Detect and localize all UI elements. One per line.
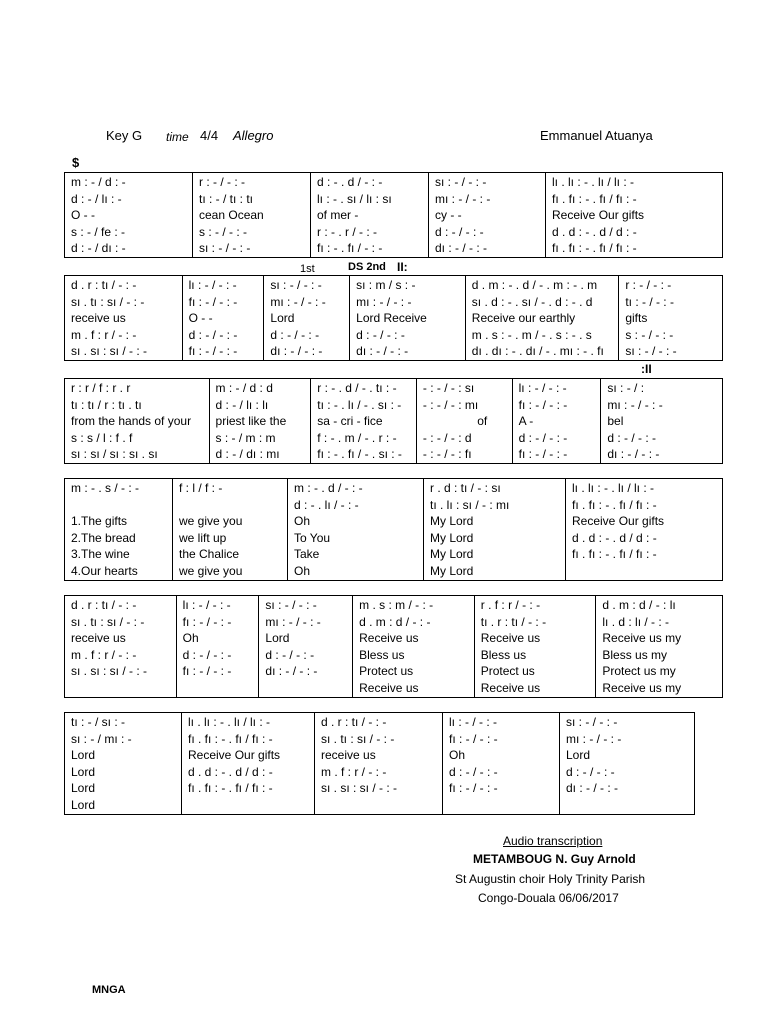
alto-line: sı . tı : sı / - : - — [71, 614, 145, 629]
audio-transcription-label: Audio transcription — [503, 834, 603, 848]
measure — [429, 173, 546, 257]
verse-1-lyric: Receive us — [359, 631, 419, 645]
soprano-line: r : - . d / - . tı : - — [317, 381, 397, 395]
alto-line: sı . tı : sı / - : - — [321, 731, 395, 746]
bass-line: sı : - / - : - — [625, 344, 677, 358]
alto-line: mı : - / - : - — [265, 614, 321, 629]
lyric-line: cy - - — [435, 208, 462, 222]
alto-line — [179, 497, 287, 514]
soprano-line: lı : - / - : - — [449, 715, 497, 729]
measure — [315, 713, 443, 814]
verse-1-lyric: Receive us my — [602, 631, 682, 645]
ds-second-marker: DS 2nd — [348, 261, 386, 273]
verse-4-lyric: 4.Our hearts — [71, 563, 138, 578]
lyric-line: Lord — [566, 748, 591, 762]
alto-line: fı : - / - : - — [449, 731, 498, 746]
measure — [475, 596, 597, 697]
verse-4-lyric: we give you — [179, 563, 243, 578]
lyric-line: of — [477, 414, 488, 428]
alto-line: mı : - / - : - — [356, 294, 412, 309]
verse-3-lyric: 3.The wine — [71, 547, 130, 561]
tenor-line: m . f : r / - : - — [321, 764, 387, 779]
tenor-line: d : - / - : - — [188, 327, 238, 342]
verse-4-lyric: Receive us — [359, 680, 419, 695]
verse-2-lyric: Lord — [71, 764, 96, 779]
verse-1-lyric: Oh — [294, 514, 311, 528]
score-system-4 — [64, 478, 723, 581]
bass-line: fı . fı : - . fı / fı : - — [188, 781, 273, 795]
tenor-line: d . d : - . d / d : - — [552, 224, 637, 239]
verse-3-lyric: Take — [294, 547, 320, 561]
alto-line: fı : - / - : - — [518, 397, 568, 412]
soprano-line: m : - . s / - : - — [71, 481, 139, 495]
first-ending-marker: 1st — [300, 263, 315, 275]
alto-line: tı : - / tı : tı — [199, 191, 254, 206]
measure — [546, 173, 722, 257]
verse-3-lyric: Protect us — [480, 664, 535, 678]
tenor-line: f : - . m / - . r : - — [317, 430, 397, 445]
alto-line: mı : - / - : - — [566, 731, 622, 746]
tenor-line: d . d : - . d / d : - — [572, 530, 657, 545]
measure — [65, 479, 173, 580]
alto-line — [71, 497, 172, 514]
soprano-line: lı : - / - : - — [518, 381, 567, 395]
soprano-line: sı : - / - : - — [270, 278, 322, 292]
alto-line: fı : - / - : - — [188, 294, 238, 309]
measure — [65, 713, 182, 814]
alto-line: tı : - / - : - — [625, 294, 674, 309]
tenor-line: m . f : r / - : - — [71, 327, 137, 342]
key-signature: Key G — [106, 128, 143, 143]
alto-line: d : - / lı : lı — [215, 397, 269, 412]
measure — [353, 596, 475, 697]
lyric-line: receive us — [71, 631, 126, 645]
time-signature: 4/4 — [200, 128, 219, 143]
measure — [210, 379, 312, 463]
soprano-line: sı : - / - : - — [566, 715, 618, 729]
soprano-line: m : - . d / - : - — [294, 481, 363, 495]
bass-line: sı : - / - : - — [199, 241, 251, 255]
lyric-line: Receive Our gifts — [572, 514, 665, 528]
measure — [182, 713, 315, 814]
lyric-line: Lord — [265, 631, 290, 645]
lyric-line: gifts — [625, 311, 648, 325]
lyric-line: Oh — [182, 631, 199, 645]
soprano-line: f : l / f : - — [179, 481, 223, 495]
measure — [601, 379, 722, 463]
lyric-line: Oh — [449, 748, 466, 762]
score-system-6 — [64, 712, 695, 815]
tenor-line: s : - / - : - — [625, 327, 674, 342]
place-date: Congo-Douala 06/06/2017 — [478, 891, 619, 905]
measure — [65, 173, 193, 257]
score-system-3 — [64, 378, 723, 464]
lyric-line: receive us — [71, 311, 126, 325]
verse-2-lyric: Bless us — [359, 647, 405, 662]
measure — [596, 596, 722, 697]
bass-line: fı . fı : - . fı / fı : - — [552, 241, 637, 255]
verse-2-lyric: 2.The bread — [71, 530, 136, 545]
verse-4-lyric: Oh — [294, 563, 311, 578]
bass-line: dı : - / - : - — [607, 447, 660, 461]
bass-line: d : - / dı : - — [71, 241, 126, 255]
soprano-line: d . r : tı / - : - — [71, 278, 137, 292]
lyric-line: O - - — [188, 311, 213, 325]
alto-line: mı : - / - : - — [270, 294, 326, 309]
measure — [65, 276, 183, 360]
bass-line: dı : - / - : - — [265, 664, 318, 678]
measure — [424, 479, 566, 580]
lyric-line: O - - — [71, 208, 95, 222]
bass-line: fı : - . fı / - . sı : - — [317, 447, 402, 461]
repeat-close-marker: II: — [397, 260, 408, 274]
bass-line: dı : - / - : - — [270, 344, 323, 358]
verse-3-lyric: the Chalice — [179, 547, 240, 561]
alto-line: d . m : d / - : - — [359, 614, 431, 629]
soprano-line: d . r : tı / - : - — [71, 598, 137, 612]
measure — [417, 379, 513, 463]
lyric-line: Receive our earthly — [471, 311, 576, 325]
verse-3-lyric: Lord — [71, 781, 96, 795]
score-system-2 — [64, 275, 723, 361]
soprano-line: lı : - / - : - — [188, 278, 237, 292]
tenor-line: r : - . r / - : - — [317, 224, 377, 239]
alto-line: tı : - . lı / - . sı : - — [317, 397, 402, 412]
bass-line: fı : - / - : - — [188, 344, 238, 358]
time-label: time — [166, 130, 189, 144]
transcriber-name: METAMBOUG N. Guy Arnold — [473, 852, 636, 866]
verse-1-lyric: Lord — [71, 748, 96, 762]
soprano-line: d . r : tı / - : - — [321, 715, 387, 729]
bass-line: sı . sı : sı / - : - — [71, 344, 148, 358]
verse-2-lyric: My Lord — [430, 530, 474, 545]
tenor-line: d : - / - : - — [518, 430, 568, 445]
measure — [311, 379, 417, 463]
verse-1-lyric: 1.The gifts — [71, 514, 128, 528]
bass-line: dı : - / - : - — [435, 241, 488, 255]
tenor-line: d . d : - . d / d : - — [188, 764, 273, 779]
tenor-line: - : - / - : d — [422, 430, 472, 445]
lyric-line: from the hands of your — [71, 414, 192, 428]
soprano-line: m : - / d : - — [71, 175, 126, 189]
bass-line: dı : - / - : - — [356, 344, 409, 358]
soprano-line: d . m : d / - : lı — [602, 598, 676, 612]
tenor-line: m . f : r / - : - — [71, 647, 137, 662]
tenor-line: d : - / - : - — [265, 647, 315, 662]
soprano-line: sı : - / : — [607, 381, 645, 395]
measure — [566, 479, 722, 580]
soprano-line: r . f : r / - : - — [480, 598, 541, 612]
soprano-line: r : - / - : - — [625, 278, 672, 292]
verse-4-lyric: Receive us — [480, 680, 541, 695]
lyric-line: A - — [518, 414, 534, 428]
repeat-end-marker: :II — [641, 362, 652, 376]
tenor-line: s : - / - : - — [199, 224, 247, 239]
lyric-line: bel — [607, 414, 624, 428]
bass-line: sı : sı / sı : sı . sı — [71, 447, 158, 461]
alto-line: lı : - . sı / lı : sı — [317, 191, 392, 206]
soprano-line: d . m : - . d / - . m : - . m — [471, 278, 598, 292]
bass-line: sı . sı : sı / - : - — [321, 781, 398, 795]
soprano-line: lı . lı : - . lı / lı : - — [572, 481, 655, 495]
bass-line: d : - / dı : mı — [215, 447, 280, 461]
measure — [259, 596, 353, 697]
tenor-line: d : - / - : - — [182, 647, 232, 662]
segno-sign: $ — [72, 155, 80, 170]
tenor-line: d : - / - : - — [449, 764, 498, 779]
soprano-line: sı : - / - : - — [435, 175, 487, 189]
lyric-line: of mer - — [317, 208, 359, 222]
verse-3-lyric: My Lord — [430, 547, 474, 561]
tenor-line: s : s / l : f . f — [71, 430, 133, 445]
verse-4-lyric: Receive us my — [602, 680, 682, 695]
alto-line: fı . fı : - . fı / fı : - — [188, 731, 273, 746]
alto-line: tı . lı : sı / - : mı — [430, 497, 510, 512]
footer-initials: MNGA — [92, 984, 126, 996]
choir-name: St Augustin choir Holy Trinity Parish — [455, 872, 646, 886]
verse-3-lyric: Protect us my — [602, 664, 676, 678]
soprano-line: m : - / d : d — [215, 381, 273, 395]
verse-2-lyric: Bless us — [480, 647, 527, 662]
lyric-line: sa - cri - fice — [317, 414, 383, 428]
verse-4-lyric: My Lord — [430, 563, 474, 578]
alto-line: d : - . lı / - : - — [294, 497, 359, 512]
verse-2-lyric: Bless us my — [602, 647, 668, 662]
lyric-line: priest like the — [215, 414, 287, 428]
bass-line: fı : - / - : - — [449, 781, 498, 795]
tenor-line: d : - / - : - — [270, 327, 320, 342]
tenor-line: s : - / fe : - — [71, 224, 126, 239]
alto-line: - : - / - : mı — [422, 397, 479, 412]
measure — [560, 713, 694, 814]
bass-line: fı : - . fı / - : - — [317, 241, 383, 255]
soprano-line: r . d : tı / - : sı — [430, 481, 501, 495]
verse-3-lyric: Protect us — [359, 664, 414, 678]
alto-line: d : - / lı : - — [71, 191, 122, 206]
lyric-line: Lord — [270, 311, 295, 325]
tenor-line: d : - / - : - — [356, 327, 405, 342]
soprano-line: d : - . d / - : - — [317, 175, 383, 189]
soprano-line: sı : - / - : - — [265, 598, 317, 612]
measure — [65, 379, 210, 463]
bass-line: dı . dı : - . dı / - . mı : - . fı — [471, 344, 604, 358]
lyric-line: Receive Our gifts — [188, 748, 281, 762]
alto-line: sı : - / mı : - — [71, 731, 132, 746]
composer-name: Emmanuel Atuanya — [540, 128, 653, 143]
bass-line: dı : - / - : - — [566, 781, 619, 795]
soprano-line: sı : m / s : - — [356, 278, 416, 292]
bass-line: sı . sı : sı / - : - — [71, 664, 148, 678]
verse-4-lyric: Lord — [71, 797, 96, 812]
measure — [311, 173, 429, 257]
tenor-line: d : - / - : - — [435, 224, 484, 239]
measure — [193, 173, 311, 257]
alto-line: mı : - / - : - — [435, 191, 491, 206]
soprano-line: lı . lı : - . lı / lı : - — [552, 175, 635, 189]
soprano-line: m . s : m / - : - — [359, 598, 434, 612]
soprano-line: r : r / f : r . r — [71, 381, 131, 395]
measure — [513, 379, 602, 463]
measure — [619, 276, 722, 360]
alto-line: sı . d : - . sı / - . d : - . d — [471, 294, 593, 309]
alto-line: sı . tı : sı / - : - — [71, 294, 145, 309]
soprano-line: lı . lı : - . lı / lı : - — [188, 715, 271, 729]
alto-line: lı . d : lı / - : - — [602, 614, 670, 629]
alto-line: fı . fı : - . fı / fı : - — [572, 497, 657, 512]
verse-1-lyric: Receive us — [480, 631, 541, 645]
measure — [466, 276, 620, 360]
soprano-line: lı : - / - : - — [182, 598, 231, 612]
verse-2-lyric: To You — [294, 530, 331, 545]
bass-line: - : - / - : fı — [422, 447, 472, 461]
verse-1-lyric: we give you — [179, 514, 243, 528]
score-system-5 — [64, 595, 723, 698]
measure — [288, 479, 424, 580]
tempo-marking: Allegro — [233, 128, 274, 143]
soprano-line: tı : - / sı : - — [71, 715, 125, 729]
soprano-line: r : - / - : - — [199, 175, 245, 189]
lyric-line: cean Ocean — [199, 208, 264, 222]
measure — [264, 276, 350, 360]
tenor-line: m . s : - . m / - . s : - . s — [471, 327, 592, 342]
alto-line: tı . r : tı / - : - — [480, 614, 547, 629]
tenor-line: d : - / - : - — [607, 430, 657, 445]
alto-line: fı . fı : - . fı / fı : - — [552, 191, 637, 206]
verse-1-lyric: My Lord — [430, 514, 474, 528]
tenor-line: s : - / m : m — [215, 430, 276, 445]
measure — [350, 276, 466, 360]
measure — [173, 479, 288, 580]
lyric-line: Lord Receive — [356, 311, 427, 325]
bass-line: fı . fı : - . fı / fı : - — [572, 547, 657, 561]
tenor-line: d : - / - : - — [566, 764, 615, 779]
score-system-1 — [64, 172, 723, 258]
alto-line: tı : tı / r : tı . tı — [71, 397, 142, 412]
verse-2-lyric: we lift up — [179, 530, 227, 545]
bass-line: fı : - / - : - — [518, 447, 568, 461]
alto-line: mı : - / - : - — [607, 397, 663, 412]
measure — [443, 713, 560, 814]
alto-line: fı : - / - : - — [182, 614, 232, 629]
lyric-line: receive us — [321, 748, 376, 762]
lyric-line: Receive Our gifts — [552, 208, 645, 222]
bass-line: fı : - / - : - — [182, 664, 232, 678]
measure — [183, 276, 265, 360]
measure — [177, 596, 260, 697]
soprano-line: - : - / - : sı — [422, 381, 475, 395]
measure — [65, 596, 177, 697]
